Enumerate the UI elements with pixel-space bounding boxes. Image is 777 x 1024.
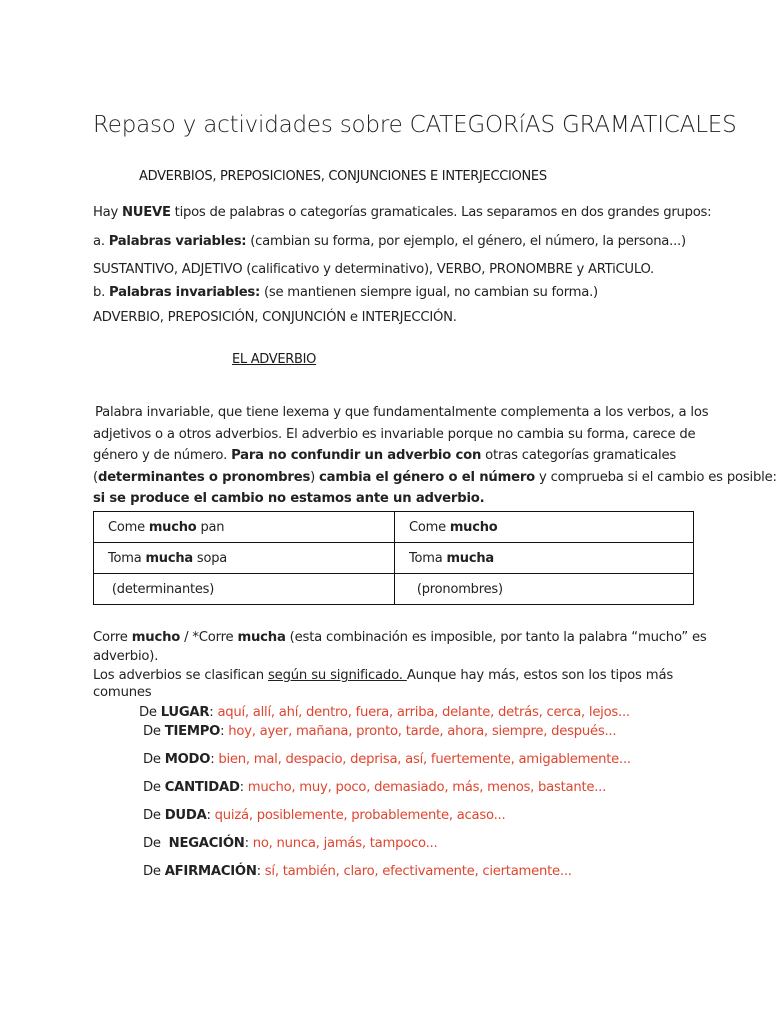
adverb-type-duda [143, 808, 505, 823]
definition-line-2: adjetivos o a otros adverbios. El adverbio es invariable porque no cambia su forma, carece de [93, 426, 696, 442]
definition-paragraph [93, 402, 777, 510]
type-examples: quizá, posiblemente, probablemente, acaso... [214, 808, 506, 823]
type-name: LUGAR [160, 705, 210, 720]
classify-underlined: según su significado. [268, 668, 407, 683]
type-name: CANTIDAD [164, 780, 240, 795]
intro-text: Hay [93, 205, 122, 220]
definition-bold: Para no confundir un adverbio con [231, 448, 482, 463]
invariables-heading: Palabras invariables: [109, 285, 261, 300]
type-examples: bien, mal, despacio, deprisa, así, fuertemente, amigablemente... [218, 752, 631, 767]
type-sep: : [239, 780, 248, 795]
variables-description: (cambian su forma, por ejemplo, el género, el número, la persona...) [246, 234, 686, 249]
invariables-prefix: b. [93, 285, 110, 300]
table-cell [395, 543, 694, 574]
definition-line-3 [93, 445, 677, 467]
variables-list: SUSTANTIVO, ADJETIVO (calificativo y determinativo), VERBO, PRONOMBRE y ARTiCULO. [93, 262, 655, 277]
cell-text: pan [196, 519, 225, 535]
definition-bold: cambia el género o el número [319, 469, 536, 485]
definition-text: género y de número. [93, 448, 232, 463]
document-subtitle: ADVERBIOS, PREPOSICIONES, CONJUNCIONES E INTERJECCIONES [139, 169, 547, 184]
adverb-type-afirmacion [143, 864, 572, 879]
type-prefix: De [143, 752, 165, 767]
cell-bold: mucho [449, 519, 498, 535]
cell-text: Toma [108, 550, 146, 566]
cell-text: Come [409, 519, 450, 535]
table-cell [94, 543, 395, 574]
type-sep: : [220, 724, 229, 739]
variables-line [93, 234, 686, 249]
cell-bold: mucha [446, 550, 494, 566]
adverb-type-lugar [139, 705, 630, 720]
cell-bold: mucho [148, 519, 197, 535]
type-prefix: De [139, 705, 161, 720]
table-cell: (pronombres) [395, 574, 694, 605]
classify-line [93, 666, 673, 685]
definition-text: y comprueba si el cambio es posible: [535, 469, 777, 485]
section-title: EL ADVERBIO [232, 352, 317, 367]
invariables-description: (se mantienen siempre igual, no cambian su forma.) [260, 285, 598, 300]
type-name: MODO [164, 752, 211, 767]
type-examples: no, nunca, jamás, tampoco... [252, 836, 438, 851]
invariables-list: ADVERBIO, PREPOSICIÓN, CONJUNCIÓN e INTERJECCIÓN. [93, 310, 457, 325]
example-bold: mucha [237, 630, 286, 645]
example-text: Corre [93, 630, 132, 645]
type-sep: : [256, 864, 265, 879]
cell-bold: mucha [145, 550, 193, 566]
table-cell [94, 512, 395, 543]
type-prefix: De [143, 836, 169, 851]
example-bold: mucho [131, 630, 181, 645]
definition-text: ) [310, 469, 320, 485]
definition-line-1: Palabra invariable, que tiene lexema y que fundamentalmente complementa a los verbos, a los [95, 405, 709, 420]
table-row [94, 512, 694, 543]
definition-text: ( [93, 469, 98, 485]
definition-line-5 [93, 488, 667, 510]
cell-text: sopa [193, 550, 228, 566]
type-name: AFIRMACIÓN [164, 864, 257, 879]
variables-prefix: a. [93, 234, 109, 249]
type-name: DUDA [164, 808, 207, 823]
example-text: / *Corre [180, 630, 238, 645]
type-prefix: De [143, 724, 165, 739]
definition-text: otras categorías gramaticales [481, 448, 677, 463]
type-examples: sí, también, claro, efectivamente, ciertamente... [264, 864, 572, 879]
cell-text: Come [108, 519, 149, 535]
invariables-line [93, 285, 598, 300]
type-name: NEGACIÓN [168, 836, 245, 851]
cell-text: Toma [409, 550, 447, 566]
type-sep: : [210, 752, 219, 767]
type-examples: mucho, muy, poco, demasiado, más, menos, bastante... [247, 780, 607, 795]
type-sep: : [206, 808, 215, 823]
adverb-type-negacion [143, 836, 437, 851]
intro-line [93, 205, 711, 220]
table-row [94, 543, 694, 574]
example-line-end: adverbio). [93, 649, 159, 664]
adverb-example-block [93, 628, 707, 700]
example-line [93, 628, 707, 647]
definition-bold: determinantes o pronombres [97, 469, 311, 485]
type-name: TIEMPO [164, 724, 221, 739]
table-cell: (determinantes) [94, 574, 395, 605]
definition-bold: si se produce el cambio no estamos ante un adverbio. [93, 491, 485, 506]
adverb-type-cantidad [143, 780, 606, 795]
classify-text: Aunque hay más, estos son los tipos más [406, 668, 673, 683]
intro-bold: NUEVE [122, 205, 171, 220]
intro-text-rest: tipos de palabras o categorías gramaticales. Las separamos en dos grandes grupos: [170, 205, 712, 220]
type-examples: aquí, allí, ahí, dentro, fuera, arriba, delante, detrás, cerca, lejos... [217, 705, 630, 720]
type-sep: : [244, 836, 253, 851]
type-sep: : [209, 705, 218, 720]
type-prefix: De [143, 808, 165, 823]
document-title: Repaso y actividades sobre CATEGORíAS GRAMATICALES [93, 112, 737, 138]
variables-heading: Palabras variables: [108, 234, 247, 249]
examples-table [93, 511, 694, 605]
type-examples: hoy, ayer, mañana, pronto, tarde, ahora, siempre, después... [228, 724, 617, 739]
classify-text: Los adverbios se clasifican [93, 668, 268, 683]
classify-line-end: comunes [93, 685, 152, 700]
adverb-type-tiempo [143, 724, 616, 739]
type-prefix: De [143, 864, 165, 879]
adverb-type-modo [143, 752, 631, 767]
table-row [94, 574, 694, 605]
example-text: (esta combinación es imposible, por tanto la palabra “mucho” es [285, 630, 707, 645]
definition-line-4 [93, 467, 777, 489]
type-prefix: De [143, 780, 165, 795]
table-cell [395, 512, 694, 543]
